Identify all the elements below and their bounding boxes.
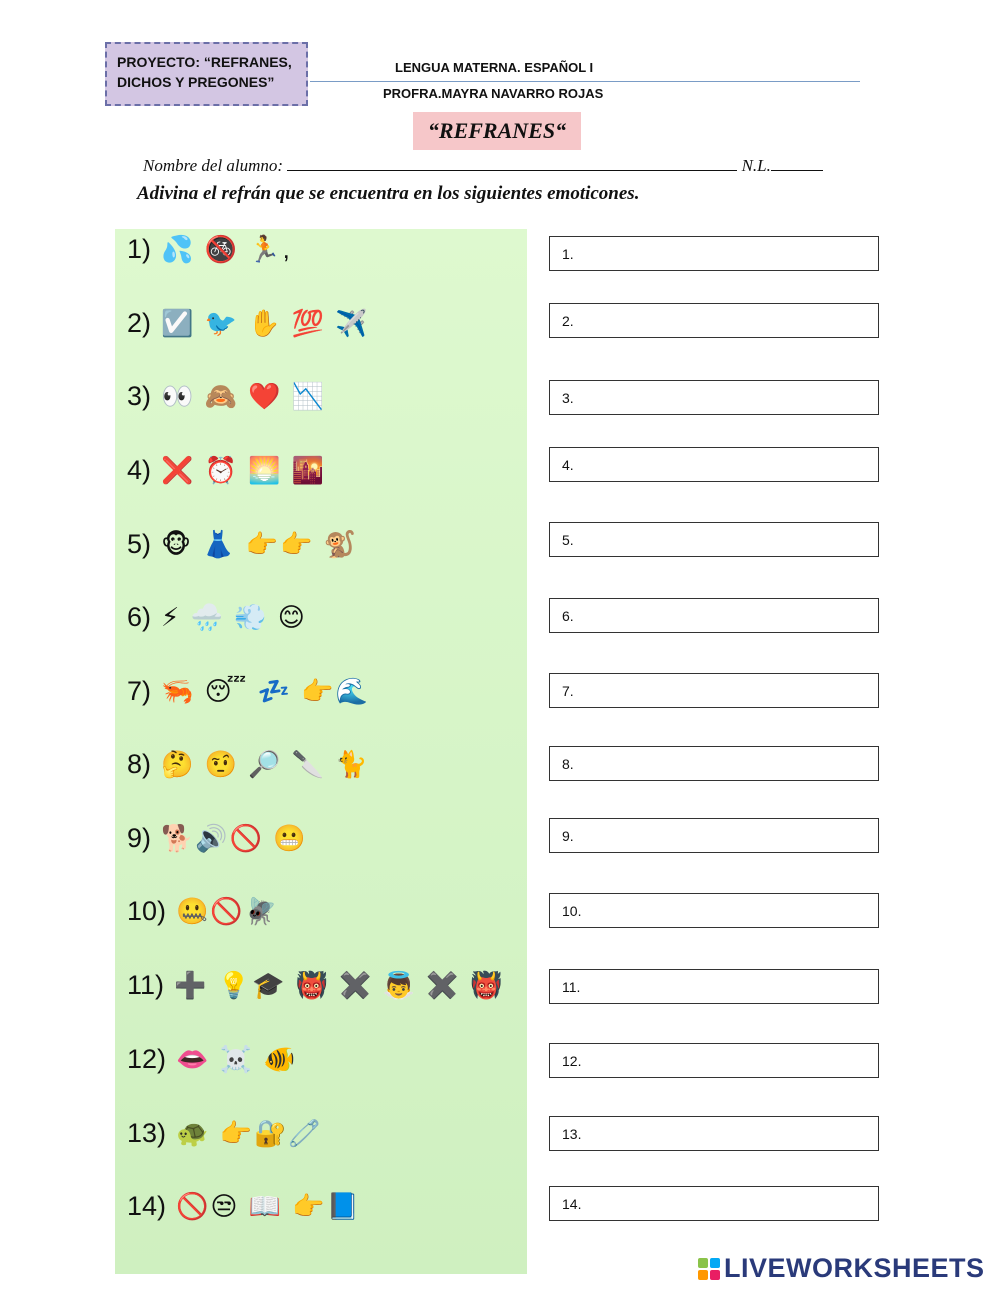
riddle-emojis: ➕ 💡🎓 👹 ✖️ 👼 ✖️ 👹 (174, 969, 505, 1000)
answer-field[interactable] (549, 746, 879, 781)
riddle-number: 7) (127, 675, 152, 706)
answer-number: 2. (562, 312, 574, 329)
riddle-number: 9) (127, 822, 152, 853)
riddle-emojis: 🤐🚫🪰 (176, 895, 280, 926)
riddle-row (127, 744, 370, 784)
logo-mark-icon (698, 1258, 720, 1280)
answer-number: 5. (562, 531, 574, 548)
project-label: PROYECTO: “REFRANES, DICHOS Y PREGONES” (105, 42, 308, 106)
riddle-number: 10) (127, 895, 167, 926)
liveworksheets-logo (698, 1253, 985, 1284)
riddle-number: 13) (127, 1117, 167, 1148)
answer-number: 13. (562, 1125, 582, 1142)
answer-field[interactable] (549, 1186, 879, 1221)
answer-field[interactable] (549, 818, 879, 853)
riddle-row (127, 229, 292, 269)
answer-field[interactable] (549, 522, 879, 557)
answer-field[interactable] (549, 447, 879, 482)
riddle-number: 5) (127, 528, 152, 559)
riddle-number: 3) (127, 380, 152, 411)
riddle-number: 12) (127, 1043, 167, 1074)
answer-field[interactable] (549, 673, 879, 708)
answer-number: 8. (562, 755, 574, 772)
riddle-emojis: 👀 🙈 ❤️ 📉 (161, 380, 327, 411)
answer-number: 4. (562, 456, 574, 473)
answer-field[interactable] (549, 1043, 879, 1078)
riddle-row (127, 1039, 298, 1079)
nl-field[interactable] (771, 156, 823, 171)
student-name-label: Nombre del alumno: (143, 156, 284, 175)
answer-number: 11. (562, 978, 581, 995)
riddle-emojis: 🤔 🤨 🔎 🔪 🐈 (161, 748, 370, 779)
student-name-field[interactable] (287, 156, 737, 171)
answer-field[interactable] (549, 1116, 879, 1151)
answer-field[interactable] (549, 893, 879, 928)
riddle-number: 11) (127, 969, 165, 1000)
riddle-emojis: ☑️ 🐦 ✋ 💯 ✈️ (161, 307, 370, 338)
riddle-emojis: 👄 ☠️ 🐠 (176, 1043, 298, 1074)
riddle-row (127, 891, 279, 931)
answer-number: 9. (562, 827, 574, 844)
riddle-emojis: 🐵 👗 👉👉 🐒 (161, 528, 359, 559)
answer-field[interactable] (549, 303, 879, 338)
answer-field[interactable] (549, 236, 879, 271)
riddle-emojis: 💦 🚳 🏃, (161, 233, 292, 264)
answer-field[interactable] (549, 380, 879, 415)
subject-label: LENGUA MATERNA. ESPAÑOL I (395, 60, 594, 75)
riddle-row (127, 1186, 361, 1226)
riddle-number: 2) (127, 307, 152, 338)
header-divider (310, 81, 860, 82)
student-name-row (143, 156, 823, 176)
riddle-number: 14) (127, 1190, 167, 1221)
riddle-row (127, 524, 358, 564)
riddle-row (127, 376, 326, 416)
logo-text: LIVEWORKSHEETS (724, 1253, 985, 1283)
answer-number: 7. (562, 682, 574, 699)
riddle-number: 4) (127, 454, 152, 485)
riddle-emojis: 🦐 😴 💤 👉🌊 (161, 675, 370, 706)
riddle-emojis: 🚫😒 📖 👉📘 (176, 1190, 362, 1221)
answer-number: 6. (562, 607, 574, 624)
answer-number: 1. (562, 245, 574, 262)
riddle-row (127, 303, 370, 343)
answer-number: 3. (562, 389, 574, 406)
riddle-row (127, 965, 504, 1005)
riddle-row (127, 450, 326, 490)
riddle-emojis: 🐢 👉🔐🧷 (176, 1117, 323, 1148)
answer-number: 10. (562, 902, 582, 919)
answer-number: 12. (562, 1052, 582, 1069)
riddle-emojis: ❌ ⏰ 🌅 🌇 (161, 454, 327, 485)
riddle-row (127, 671, 370, 711)
riddle-emojis: 🐕🔊🚫 😬 (161, 822, 308, 853)
riddle-number: 1) (127, 233, 152, 264)
answer-field[interactable] (549, 598, 879, 633)
answer-number: 14. (562, 1195, 582, 1212)
riddle-number: 8) (127, 748, 152, 779)
teacher-label: PROFRA.MAYRA NAVARRO ROJAS (383, 86, 604, 101)
riddle-row (127, 1113, 323, 1153)
riddle-row (127, 818, 308, 858)
instructions-text: Adivina el refrán que se encuentra en los siguientes emoticones. (137, 183, 640, 204)
page-title: “REFRANES“ (413, 112, 581, 150)
riddle-row (127, 597, 307, 637)
riddle-emojis: ⚡ 🌧️ 💨 😊 (161, 601, 307, 632)
answer-field[interactable] (549, 969, 879, 1004)
nl-label: N.L. (741, 156, 771, 175)
riddle-number: 6) (127, 601, 152, 632)
